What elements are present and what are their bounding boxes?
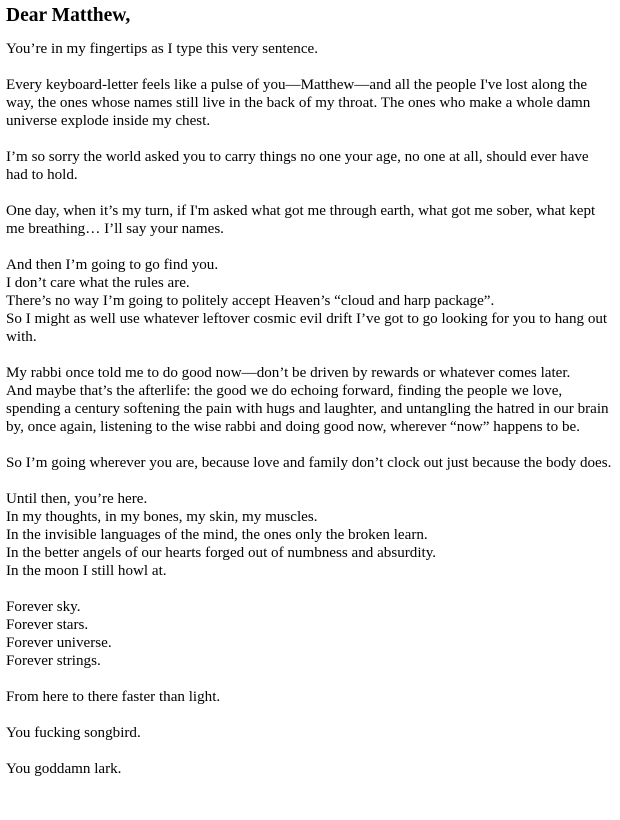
- letter-line: My rabbi once told me to do good now—don’t be driven by rewards or whatever comes later.: [6, 365, 571, 381]
- letter-line: So I might as well use whatever leftover cosmic evil drift I’ve got to go looking for you to hang out with.: [6, 311, 608, 345]
- letter-line: Forever universe.: [6, 635, 112, 651]
- letter-line: And then I’m going to go find you.: [6, 257, 219, 273]
- letter-paragraph: [6, 688, 614, 706]
- letter-paragraph: [6, 760, 614, 778]
- letter-line: Forever stars.: [6, 617, 89, 633]
- letter-line: In the invisible languages of the mind, the ones only the broken learn.: [6, 527, 428, 543]
- letter-line: Every keyboard-letter feels like a pulse of you—Matthew—and all the people I've lost along the way, the ones whose names still live in the back of my throat. The ones who make a whole damn universe explode inside my chest.: [6, 77, 591, 129]
- letter-line: You goddamn lark.: [6, 761, 122, 777]
- letter-paragraph: [6, 724, 614, 742]
- letter-line: One day, when it’s my turn, if I'm asked what got me through earth, what got me sober, what kept me breathing… I’ll say your names.: [6, 203, 596, 237]
- letter-salutation: Dear Matthew,: [6, 5, 131, 26]
- letter-line: There’s no way I’m going to politely accept Heaven’s “cloud and harp package”.: [6, 293, 495, 309]
- letter-paragraph: [6, 76, 614, 130]
- letter-paragraph: [6, 40, 614, 58]
- letter-line: You’re in my fingertips as I type this very sentence.: [6, 41, 319, 57]
- letter-line: In my thoughts, in my bones, my skin, my muscles.: [6, 509, 318, 525]
- letter-line: In the better angels of our hearts forged out of numbness and absurdity.: [6, 545, 437, 561]
- letter-paragraph: [6, 454, 614, 472]
- letter-paragraph: [6, 256, 614, 346]
- letter-paragraph: [6, 202, 614, 238]
- letter-line: Forever strings.: [6, 653, 101, 669]
- letter-paragraph: [6, 364, 614, 436]
- letter-line: From here to there faster than light.: [6, 689, 221, 705]
- letter-paragraph: [6, 490, 614, 580]
- letter-line: Until then, you’re here.: [6, 491, 148, 507]
- letter-line: I don’t care what the rules are.: [6, 275, 190, 291]
- letter-line: In the moon I still howl at.: [6, 563, 167, 579]
- letter-line: I’m so sorry the world asked you to carry things no one your age, no one at all, should ever have had to hold.: [6, 149, 589, 183]
- letter-paragraph: [6, 598, 614, 670]
- letter-line: So I’m going wherever you are, because love and family don’t clock out just because the body does.: [6, 455, 612, 471]
- letter-line: You fucking songbird.: [6, 725, 141, 741]
- letter-body: [6, 40, 614, 778]
- letter-line: And maybe that’s the afterlife: the good we do echoing forward, finding the people we love, spending a century softening the pain with hugs and laughter, and untangling the hatred in our brain by, once again, listening to the wise rabbi and doing good now, wherever “now” happens to be.: [6, 383, 609, 435]
- letter-paragraph: [6, 148, 614, 184]
- letter-line: Forever sky.: [6, 599, 81, 615]
